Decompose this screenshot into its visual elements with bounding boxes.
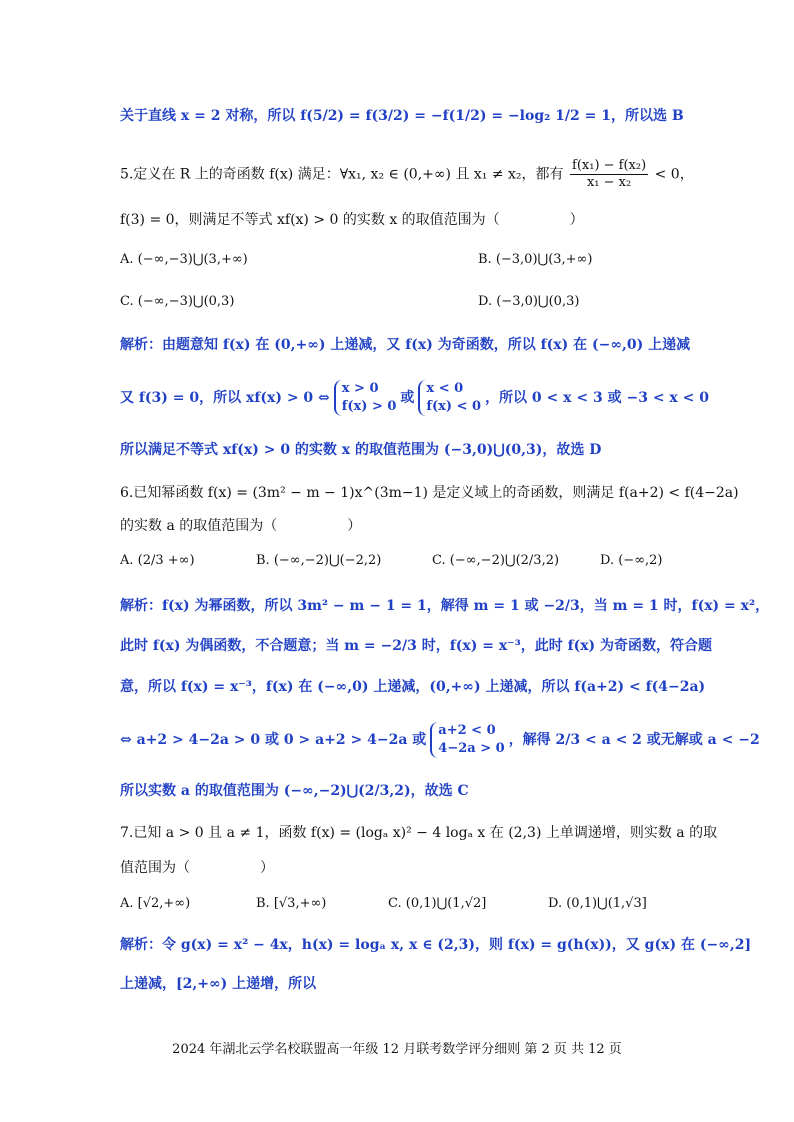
q7-option-d: D. (0,1)⋃(1,√3] xyxy=(548,896,647,911)
question-5-stem-2: f(3) = 0，则满足不等式 xf(x) > 0 的实数 x 的取值范围为（ ） xyxy=(120,212,584,228)
page-footer: 2024 年湖北云学名校联盟高一年级 12 月联考数学评分细则 第 2 页 共 12 页 xyxy=(172,1042,622,1057)
system-row: a+2 < 0 xyxy=(438,723,496,738)
q5-option-a: A. (−∞,−3)⋃(3,+∞) xyxy=(120,252,248,267)
solution-6-line-1: 解析：f(x) 为幂函数，所以 3m² − m − 1 = 1，解得 m = 1 或 −2/3，当 m = 1 时，f(x) = x²， xyxy=(120,598,770,614)
system-row: 4−2a > 0 xyxy=(438,741,505,756)
solution-7-line-2: 上递减，[2,+∞) 上递增，所以 xyxy=(120,976,317,992)
fraction-denominator: x₁ − x₂ xyxy=(586,175,632,190)
q7-option-b: B. [√3,+∞) xyxy=(256,896,327,911)
question-5-text: 5.定义在 R 上的奇函数 f(x) 满足：∀x₁, x₂ ∈ (0,+∞) 且 x₁ ≠ x₂，都有 xyxy=(120,166,564,183)
solution-6-line-3: 意，所以 f(x) = x⁻³，f(x) 在 (−∞,0) 上递减，(0,+∞) 上递减，所以 f(a+2) < f(4−2a) xyxy=(120,679,706,695)
solution-6-line-2: 此时 f(x) 为偶函数，不合题意；当 m = −2/3 时，f(x) = x⁻³，此时 f(x) 为奇函数，符合题 xyxy=(120,638,713,654)
solution-text: 又 f(3) = 0，所以 xf(x) > 0 ⇔ xyxy=(120,390,330,406)
or-word: 或 xyxy=(400,390,415,406)
solution-line: 关于直线 x = 2 对称，所以 f(5/2) = f(3/2) = −f(1/2) = −log₂ 1/2 = 1，所以选 B xyxy=(120,108,684,124)
fraction xyxy=(570,158,648,191)
question-5-tail: < 0， xyxy=(654,166,694,183)
solution-5-line-1: 解析：由题意知 f(x) 在 (0,+∞) 上递减，又 f(x) 为奇函数，所以 f(x) 在 (−∞,0) 上递减 xyxy=(120,337,691,353)
fraction-numerator: f(x₁) − f(x₂) xyxy=(572,158,647,173)
solution-5-line-3: 所以满足不等式 xf(x) > 0 的实数 x 的取值范围为 (−3,0)⋃(0,3)，故选 D xyxy=(120,442,602,458)
equation-system xyxy=(430,722,504,758)
question-7-stem-2: 值范围为（ ） xyxy=(120,860,274,876)
equation-system xyxy=(334,380,397,416)
solution-text: ，所以 0 < x < 3 或 −3 < x < 0 xyxy=(485,390,709,406)
solution-7-line-1: 解析：令 g(x) = x² − 4x，h(x) = logₐ x, x ∈ (2,3)，则 f(x) = g(h(x))，又 g(x) 在 (−∞,2] xyxy=(120,937,752,953)
q5-option-b: B. (−3,0)⋃(3,+∞) xyxy=(478,252,593,267)
q5-option-c: C. (−∞,−3)⋃(0,3) xyxy=(120,294,235,309)
solution-text: ⇔ a+2 > 4−2a > 0 或 0 > a+2 > 4−2a 或 xyxy=(120,732,427,748)
system-row: f(x) > 0 xyxy=(341,399,397,414)
equation-system xyxy=(418,380,481,416)
q6-option-a: A. (2/3 +∞) xyxy=(120,553,195,568)
q6-option-d: D. (−∞,2) xyxy=(600,553,663,568)
q6-option-c: C. (−∞,−2)⋃(2/3,2) xyxy=(432,553,560,568)
question-6-stem-2: 的实数 a 的取值范围为（ ） xyxy=(120,518,362,534)
system-row: f(x) < 0 xyxy=(426,399,482,414)
q7-option-c: C. (0,1)⋃(1,√2] xyxy=(388,896,487,911)
solution-6-line-4 xyxy=(120,718,760,762)
question-5-stem xyxy=(120,158,754,191)
question-6-stem: 6.已知幂函数 f(x) = (3m² − m − 1)x^(3m−1) 是定义域上的奇函数，则满足 f(a+2) < f(4−2a) xyxy=(120,485,739,501)
question-7-stem: 7.已知 a > 0 且 a ≠ 1，函数 f(x) = (logₐ x)² − 4 logₐ x 在 (2,3) 上单调递增，则实数 a 的取 xyxy=(120,825,718,841)
q5-option-d: D. (−3,0)⋃(0,3) xyxy=(478,294,580,309)
system-row: x < 0 xyxy=(426,381,464,396)
solution-6-line-5: 所以实数 a 的取值范围为 (−∞,−2)⋃(2/3,2)，故选 C xyxy=(120,783,469,799)
solution-5-line-2 xyxy=(120,376,754,420)
system-row: x > 0 xyxy=(341,381,379,396)
solution-text: ，解得 2/3 < a < 2 或无解或 a < −2 xyxy=(508,732,760,748)
q7-option-a: A. [√2,+∞) xyxy=(120,896,191,911)
q6-option-b: B. (−∞,−2)⋃(−2,2) xyxy=(256,553,382,568)
